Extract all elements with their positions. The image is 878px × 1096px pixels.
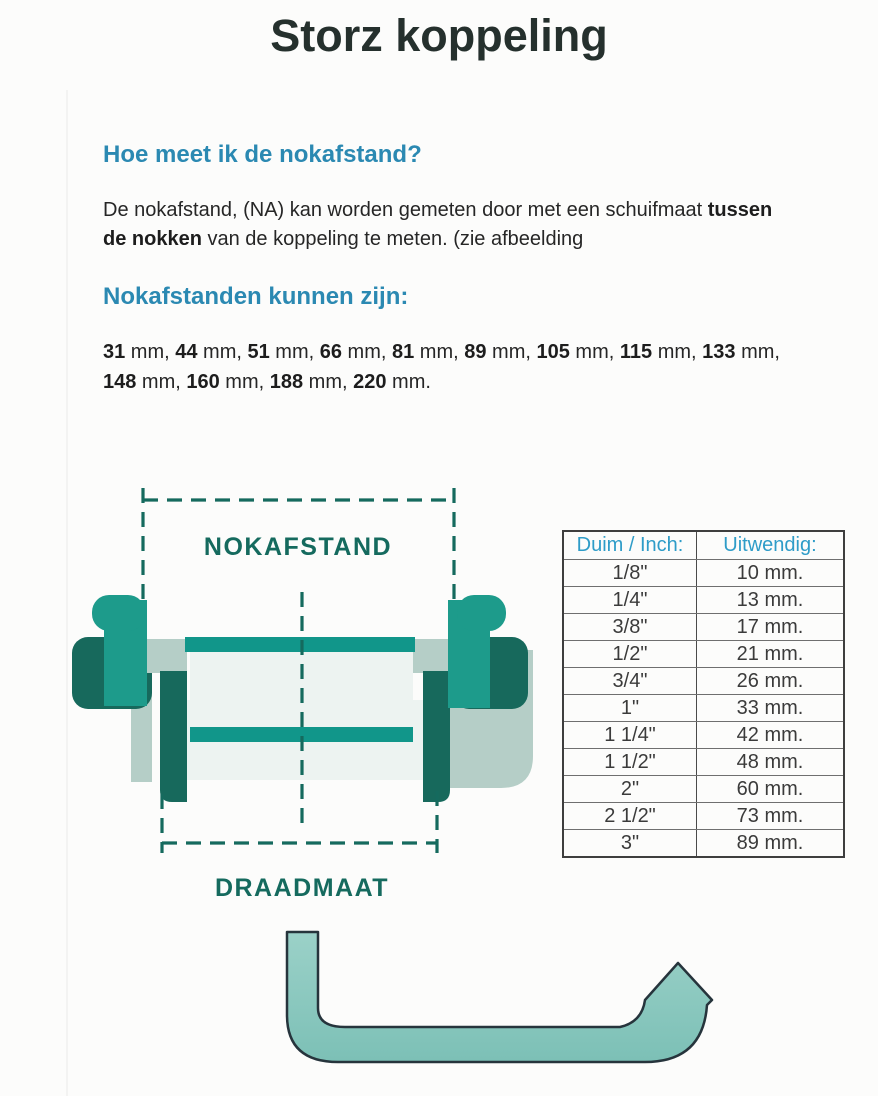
- table-cell-inch: 1/4": [564, 587, 697, 613]
- nok-distance-unit: mm,: [486, 341, 537, 363]
- nok-distance-unit: mm,: [652, 341, 703, 363]
- curved-arrow-icon: [230, 925, 730, 1075]
- table-cell-mm: 60 mm.: [736, 778, 804, 800]
- nok-distance-value: 89: [464, 341, 487, 363]
- table-cell-inch: 2 1/2": [564, 803, 697, 829]
- nok-distance-unit: mm,: [125, 341, 176, 363]
- table-cell-mm: 17 mm.: [736, 616, 804, 638]
- coupling-diagram: [55, 478, 555, 908]
- intro-paragraph-segment: tussen de nokken: [103, 199, 773, 250]
- nok-distance-unit: mm,: [569, 341, 620, 363]
- table-row: [564, 695, 843, 722]
- table-cell-inch: 3/4": [564, 668, 697, 694]
- table-cell-mm: 89 mm.: [736, 832, 804, 854]
- table-cell-mm: 42 mm.: [736, 724, 804, 746]
- nok-distance-unit: mm,: [303, 371, 354, 393]
- table-row: [564, 830, 843, 856]
- intro-paragraph-segment: De nokafstand, (NA) kan worden gemeten door met een schuifmaat: [103, 199, 708, 221]
- nok-distance-unit: mm,: [414, 341, 465, 363]
- page-title: Storz koppeling: [270, 10, 608, 61]
- nok-distance-unit: mm.: [386, 371, 431, 393]
- nok-distance-unit: mm,: [197, 341, 248, 363]
- table-header-row: [564, 532, 843, 560]
- coupling-right-wall: [423, 671, 450, 802]
- table-row: [564, 749, 843, 776]
- nok-distance-value: 133: [702, 341, 736, 363]
- nokafstand-label: NOKAFSTAND: [203, 533, 393, 561]
- coupling-right-shoulder: [413, 639, 450, 673]
- table-row: [564, 776, 843, 803]
- conversion-table-body: [564, 560, 843, 856]
- table-cell-inch: 3/8": [564, 614, 697, 640]
- nok-distance-value: 44: [175, 341, 198, 363]
- table-cell-mm: 21 mm.: [736, 643, 804, 665]
- table-row: [564, 668, 843, 695]
- table-cell-inch: 3": [564, 830, 697, 856]
- nok-distance-unit: mm,: [269, 341, 320, 363]
- nok-distance-list: [103, 337, 783, 397]
- table-cell-inch: 1": [564, 695, 697, 721]
- nok-distance-value: 105: [536, 341, 570, 363]
- right-cam-lug-knob: [457, 595, 506, 631]
- curved-arrow-shape: [287, 932, 712, 1062]
- table-cell-mm: 33 mm.: [736, 697, 804, 719]
- table-cell-inch: 1/8": [564, 560, 697, 586]
- nok-distance-unit: mm,: [136, 371, 187, 393]
- table-row: [564, 803, 843, 830]
- table-row: [564, 641, 843, 668]
- nok-distance-value: 148: [103, 371, 137, 393]
- nok-distance-value: 160: [186, 371, 220, 393]
- table-cell-mm: 48 mm.: [736, 751, 804, 773]
- intro-paragraph-segment: van de koppeling te meten. (zie afbeelding: [201, 228, 584, 250]
- table-cell-mm: 10 mm.: [736, 562, 804, 584]
- left-cam-lug-knob: [92, 595, 145, 631]
- table-row: [564, 587, 843, 614]
- table-cell-inch: 1/2": [564, 641, 697, 667]
- conversion-table: [562, 530, 845, 858]
- nok-distance-value: 81: [392, 341, 415, 363]
- nok-distance-unit: mm,: [342, 341, 392, 363]
- section-heading-how-to-measure: Hoe meet ik de nokafstand?: [103, 141, 422, 168]
- table-cell-inch: 1 1/2": [564, 749, 697, 775]
- table-cell-inch: 1 1/4": [564, 722, 697, 748]
- draadmaat-label: DRAADMAAT: [214, 874, 390, 902]
- table-row: [564, 722, 843, 749]
- intro-paragraph: [103, 196, 793, 254]
- coupling-left-wall: [160, 671, 187, 802]
- section-heading-nok-distances: Nokafstanden kunnen zijn:: [103, 283, 409, 310]
- table-cell-mm: 13 mm.: [736, 589, 804, 611]
- nok-distance-value: 220: [353, 371, 387, 393]
- nok-distance-value: 188: [269, 371, 304, 393]
- table-cell-mm: 73 mm.: [736, 805, 804, 827]
- nok-distance-unit: mm,: [219, 371, 270, 393]
- nok-distance-value: 66: [319, 341, 342, 363]
- table-row: [564, 614, 843, 641]
- nok-distance-value: 115: [619, 341, 653, 363]
- table-header-outer-diameter: Uitwendig:: [723, 534, 817, 556]
- table-header-inch: Duim / Inch:: [564, 532, 697, 559]
- nok-distance-value: 31: [103, 341, 126, 363]
- coupling-top-seal: [185, 637, 415, 652]
- nok-distance-unit: mm,: [735, 341, 780, 363]
- table-row: [564, 560, 843, 587]
- nok-distance-value: 51: [247, 341, 270, 363]
- table-cell-mm: 26 mm.: [736, 670, 804, 692]
- table-cell-inch: 2": [564, 776, 697, 802]
